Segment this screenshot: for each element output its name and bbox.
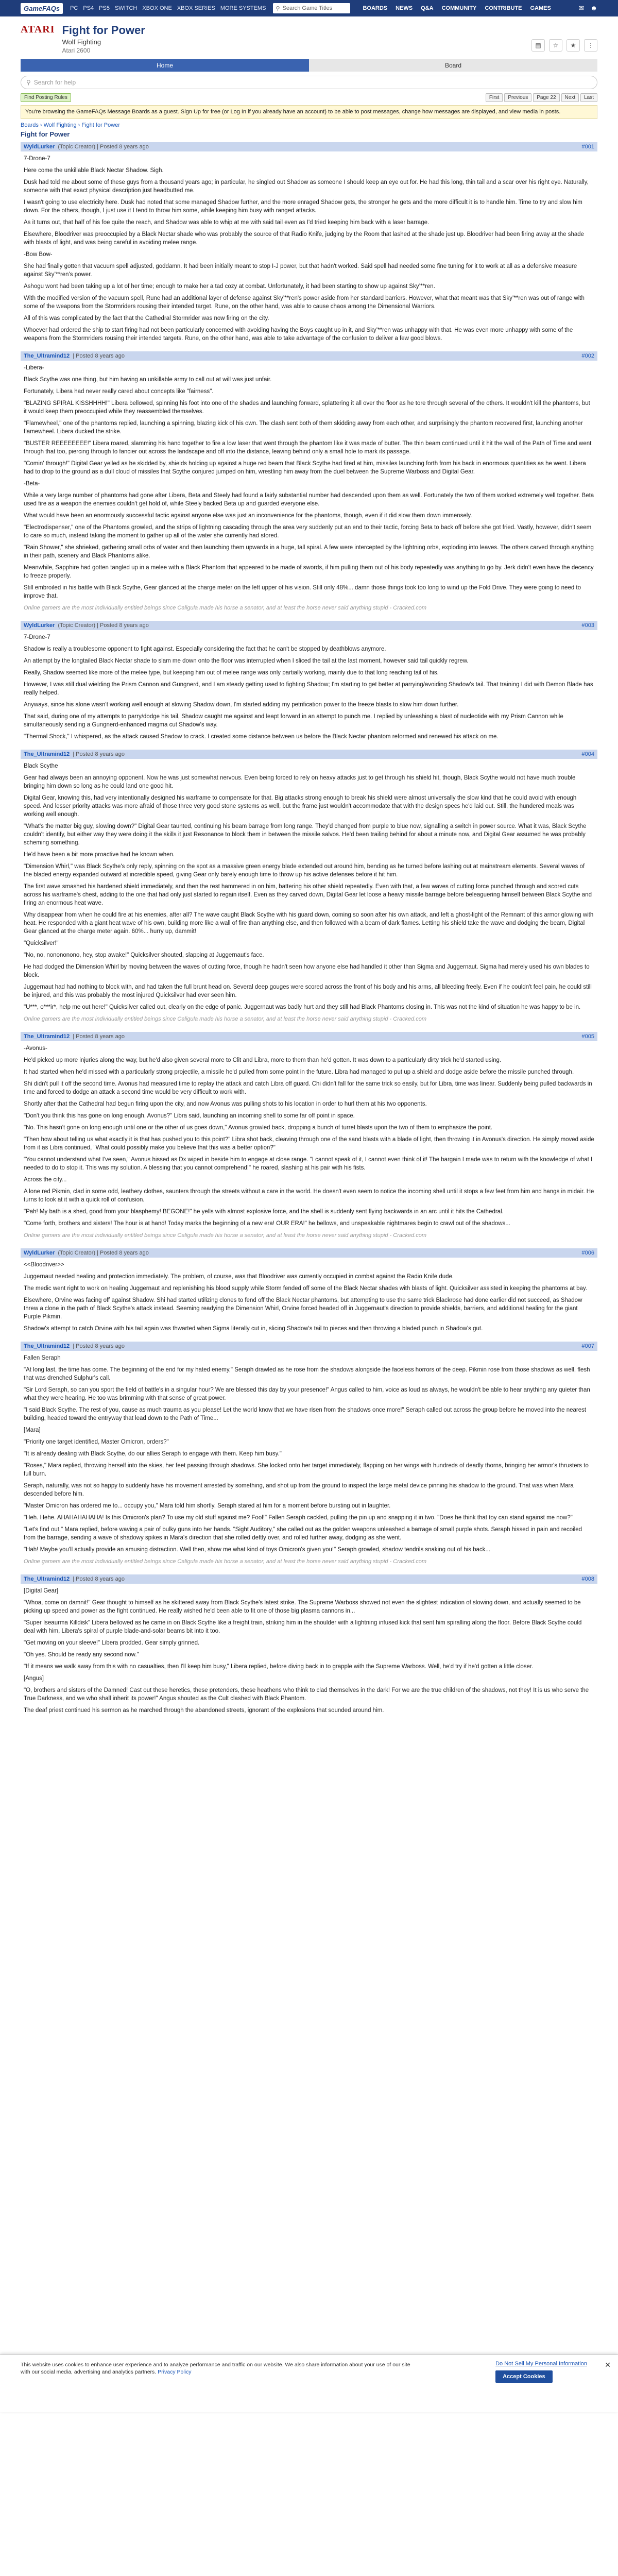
page-select[interactable]: Page 22 <box>533 93 559 102</box>
cookie-banner <box>0 2354 618 2412</box>
post-paragraph: Gear had always been an annoying opponent. Now he was just somewhat nervous. Even being forced to rely on heavy attacks just to get through his shield hit, though, Black Scythe would not have much trouble bringing him down so long as he could land one good hit. <box>24 775 576 789</box>
signature: Online gamers are the most individually entitled beings since Caligula made his horse a senator, and at least the horse never said anything stupid - Cracked.com <box>24 1558 427 1565</box>
next-page-button[interactable]: Next <box>561 93 579 102</box>
post-paragraph: Fallen Seraph <box>24 1355 61 1361</box>
post-header <box>21 351 597 361</box>
post-paragraph: Shadow is really a troublesome opponent to fight against. Especially considering the fact that he can't be stopped by deathblows anymore. <box>24 646 386 652</box>
post-number[interactable]: #001 <box>581 144 594 150</box>
post-paragraph: -Bow Bow- <box>24 251 53 258</box>
post-paragraph: He'd have been a bit more proactive had he known when. <box>24 852 175 858</box>
post-meta: | Posted 8 years ago <box>73 1576 125 1582</box>
post-paragraph: "Super Iseaurma Killdisk" Libera bellowed as he came in on Black Scythe like a freight train, striking him in the shoulder with a lightning infused kick that sent him spiralling along the floor. Before Black Scythe could deal with him, Libera's spiral of purple blade-and-solar beams bit into it too. <box>24 1620 582 1634</box>
post-paragraph: With the modified version of the vacuum spell, Rune had an additional layer of defense against Sky’**ren's power aside from her standard barriers. However, what that meant was that Sky’**ren was out of range with some of the weapons from the Stormriders rousing their intended target. Rune, on the other hand, was able to cause chaos among the Dimensional Warriors. <box>24 295 585 310</box>
nav-qa[interactable]: Q&A <box>421 5 434 11</box>
post-paragraph: He'd picked up more injuries along the way, but he'd also given several more to Clit and Libra, more to them than he'd gotten. It was down to a particularly dirty trick he'd started using. <box>24 1057 502 1063</box>
post-body <box>21 1258 597 1342</box>
post-paragraph: Shortly after that the Cathedral had begun firing upon the city, and now Avonus was pulling shots to his location in order to hurl them at his two opponents. <box>24 1101 427 1107</box>
post-paragraph: Really, Shadow seemed like more of the melee type, but keeping him out of melee range was only partially working, mainly due to that long reaching tail of his. <box>24 670 439 676</box>
game-search-input[interactable] <box>273 3 350 13</box>
topic-title: Fight for Power <box>21 130 70 138</box>
message-post <box>21 1574 597 1723</box>
post-paragraph: "U***, o***ir*, help me out here!" Quicksilver called out, clearly on the edge of panic. Juggernaut was badly hurt and they still had Black Phantoms closing in. This was not the kind of situation he was happy to be in. <box>24 1004 581 1010</box>
post-body <box>21 1584 597 1723</box>
post-paragraph: As it turns out, that half of his foe quite the reach, and Shadow was able to whip at me with said tail even as I'd tried keeping him back with a laser barrage. <box>24 219 430 226</box>
game-actions <box>531 39 597 52</box>
message-post <box>21 750 597 1032</box>
signature: Online gamers are the most individually entitled beings since Caligula made his horse a senator, and at least the horse never said anything stupid - Cracked.com <box>24 605 427 611</box>
game-info <box>62 24 145 54</box>
post-paragraph: <<Bloodriver>> <box>24 1262 64 1268</box>
message-post <box>21 351 597 621</box>
post-number[interactable]: #003 <box>581 622 594 629</box>
post-paragraph: The medic went right to work on healing Juggernaut and replenishing his blood supply while Storm fended off some of the Black Nectar shades with blasts of light. Quicksilver assisted in keeping the phantoms at bay. <box>24 1285 587 1292</box>
post-username[interactable]: WyldLurker <box>24 622 55 629</box>
post-paragraph: [Digital Gear] <box>24 1588 59 1594</box>
main-nav <box>363 5 551 11</box>
post-paragraph: "If it means we walk away from this with no casualties, then I'll keep him busy," Libera replied, before diving back in to grapple with the Supreme Warboss. Well, he'd try if he'd gotten a little closer. <box>24 1664 534 1670</box>
cookie-message: This website uses cookies to enhance user experience and to analyze performance and traffic on our website. We also share information about your use of our site with our social media, advertising and analytics partners. <box>21 2362 410 2375</box>
post-paragraph: "Whoa, come on damnit!" Gear thought to himself as he skittered away from Black Scythe's latest strike. The Supreme Warboss showed not even the slightest indication of slowing down, and actually seemed to be picking up speed and power as the fight continued. He really wished he'd been able to fit one of those big plasma cannons in... <box>24 1600 581 1614</box>
post-username[interactable]: The_Ultramind12 <box>24 751 70 757</box>
post-paragraph: "Pah! My bath is a shed, good from your blasphemy! BEGONE!" he yells with almost explosive force, and the shell is suddenly sent flying backwards in an arc until it hits the Cathedral. <box>24 1209 504 1215</box>
post-meta: (Topic Creator) | Posted 8 years ago <box>58 622 149 629</box>
top-bar <box>0 0 618 16</box>
post-username[interactable]: WyldLurker <box>24 1250 55 1256</box>
message-post <box>21 1342 597 1574</box>
board-toolbar <box>21 93 597 102</box>
post-paragraph: Fortunately, Libera had never really cared about concepts like "fairness". <box>24 388 214 395</box>
post-paragraph: "Flamewheel," one of the phantoms replied, launching a spinning, blazing kick of his own. The clash sent both of them skidding away from each other, and surprisingly the phantom recovered first, launching another flamewheel. Libera ducked the strike. <box>24 420 583 435</box>
favorite-icon[interactable]: ☆ <box>549 39 562 52</box>
post-paragraph: "Don't you think this has gone on long enough, Avonus?" Libra said, launching an incoming shell to some far off point in space. <box>24 1113 355 1119</box>
post-meta: | Posted 8 years ago <box>73 1033 125 1040</box>
post-header <box>21 621 597 630</box>
post-paragraph: "Dimension Whirl," was Black Scythe's only reply, spinning on the spot as a massive green energy blade extended out around him, bending as he turned before lashing out at mainstream elements. Several waves of the bladed energy expanded outward at incredible speed, giving Gear only barely enough time to throw up his active defenses before it hit him. <box>24 863 585 878</box>
platform-ps4[interactable]: PS4 <box>83 5 94 11</box>
post-paragraph: 7-Drone-7 <box>24 634 50 640</box>
close-icon[interactable]: ✕ <box>605 2361 611 2369</box>
nav-community[interactable]: COMMUNITY <box>441 5 477 11</box>
post-paragraph: "Priority one target identified, Master Omicron, orders?" <box>24 1439 169 1445</box>
do-not-sell-link[interactable]: Do Not Sell My Personal Information <box>495 2361 587 2367</box>
post-paragraph: "BUSTER REEEEEEEE!" Libera roared, slamming his hand together to fire a low laser that went through the phantom like it was made of butter. The thin beam continued until it hit the wall of the Path of Time and went through that too, piercing through to fancier out across the landscape and off into the distance, leaving behind only a small hole to mark its passage. <box>24 440 592 455</box>
post-paragraph: "Then how about telling us what exactly it is that has pushed you to this point?" Libra shot back, cleaving through one of the sand blasts with a blade of light, then throwing it in Avonus's direction. He simply moved aside from it as Libra continued, "What could possibly make you believe that this was a better option?" <box>24 1137 594 1151</box>
post-username[interactable]: WyldLurker <box>24 144 55 150</box>
post-paragraph: Still embroiled in his battle with Black Scythe, Gear glanced at the charge meter on the left upper of his vision. Still only 48%... damn those things took too long to wind up the Fold Drive. They were going to need to improve that. <box>24 585 581 599</box>
post-paragraph: It had started when he'd missed with a particularly strong projectile, a missile he'd pulled from some point in the future. Libra had managed to put up a shield and dodge aside before the missile punched through. <box>24 1069 574 1075</box>
post-paragraph: I wasn't going to use electricity here. Dusk had noted that some managed Shadow further, and the more enraged Shadow gets, the stronger he gets and the more difficult it is to handle him. Time to try and slow him down. For the others, though, I just use it I tend to throw him some, while keeping him busy with ranged attacks. <box>24 199 582 214</box>
post-paragraph: Seraph, naturally, was not so happy to suddenly have his movement arrested by something, and shot up from the ground to inspect the large metal device pinning his shadow to the ground. That was when Mara descended before him. <box>24 1483 574 1497</box>
signature: Online gamers are the most individually entitled beings since Caligula made his horse a senator, and at least the horse never said anything stupid - Cracked.com <box>24 1016 427 1022</box>
post-header <box>21 1342 597 1351</box>
post-paragraph: He had dodged the Dimension Whirl by moving between the waves of cutting force, though he hadn't seen how anyone else had handled it other than Sigma and Juggernaut. Sigma had merely used his own blades to block. <box>24 964 590 978</box>
post-paragraph: A lone red Pikmin, clad in some odd, leathery clothes, saunters through the streets without a care in the world. He doesn't even seem to notice the incoming shell until it stops a few feet from him and hangs in midair. He turns to look at it with a quick roll of confusion. <box>24 1189 594 1203</box>
user-tools <box>578 4 597 12</box>
post-paragraph: [Mara] <box>24 1427 41 1433</box>
post-number[interactable]: #007 <box>581 1343 594 1349</box>
platform-more[interactable]: MORE SYSTEMS <box>220 5 266 11</box>
privacy-policy-link[interactable]: Privacy Policy <box>158 2369 192 2375</box>
publisher-logo: ATARI <box>21 24 55 35</box>
post-paragraph: Digital Gear, knowing this, had very intentionally designed his warframe to compensate for that. Big attacks strong enough to break his shield were almost universally the slow kind that he could avoid with enough speed. And lesser priority attacks was more afraid of those three very good stone systems as well, but the frame just wouldn't accommodate that with the design specs he'd laid out. Still, the hundered meals was working well enough. <box>24 795 577 818</box>
post-paragraph: -Avonus- <box>24 1045 47 1052</box>
post-number[interactable]: #005 <box>581 1033 594 1040</box>
post-paragraph: She had finally gotten that vacuum spell adjusted, goddamn. It had been initially meant to stop I-J power, but that hadn't worked. Said spell had needed some fine tuning for it to work at all as a defensive measure against Sky’**ren's power. <box>24 263 577 278</box>
post-paragraph: "Roses," Mara replied, throwing herself into the skies, her feet passing through shadows. She locked onto her target immediately, flapping on her wings with hundreds of deadly thorns, bringing her armor's thrusters to full burn. <box>24 1463 589 1477</box>
post-paragraph: "No. This hasn't gone on long enough until one or the other of us goes down," Avonus growled back, dropping a bunch of turret blasts upon the two of them to emphasize the point. <box>24 1125 493 1131</box>
post-paragraph: Elsewhere, Orvine was facing off against Shadow. Shi had started utilizing clones to fend off the Black Nectar phantoms, but attempting to use the same trick Blackrose had done earlier did not succeed, as Shadow threw a clone in the path of Black Scythe's attack instead. Seeming readying the Dimension Whirl, Orvine forced headed off in Juggernaut's direction to provide shields, barriers, and additional healing for the giant Purple Pikmin. <box>24 1297 582 1320</box>
post-paragraph: "Electrodispenser," one of the Phantoms growled, and the strips of lightning cascading through the area very suddenly put an end to their tactic, forcing Beta to back off before she got fried. Vastly, however, didn't seem to care so much, instead taking the moment to gather up all of the water she currently had stored. <box>24 524 592 539</box>
game-tabs <box>21 59 597 72</box>
post-paragraph: "You cannot understand what I've seen," Avonus hissed as Dx wiped in beside him to engage at close range. "I cannot speak of it, I cannot even think of it! The bargain I made was to return with the knowledge of what I needed to do to stop it. This was my solution. A blessing that you cannot comprehend!" he roared, slashing at his pair with his fists. <box>24 1157 593 1171</box>
cookie-actions <box>495 2360 587 2383</box>
game-title[interactable]: Fight for Power <box>62 24 145 37</box>
post-meta: | Posted 8 years ago <box>73 1343 125 1349</box>
game-platform: Atari 2600 <box>62 47 91 54</box>
rate-icon[interactable]: ★ <box>566 39 580 52</box>
post-paragraph: "Rain Shower," she shrieked, gathering small orbs of water and then launching them upwards in a huge, tall spiral. A few were intercepted by the lightning orbs, exploding into leaves. The others carved through anything in their path, scenery and Black Phantoms alike. <box>24 545 594 559</box>
post-header <box>21 142 597 151</box>
post-meta: (Topic Creator) | Posted 8 years ago <box>58 144 149 150</box>
post-username[interactable]: The_Ultramind12 <box>24 1343 70 1349</box>
post-header <box>21 1032 597 1041</box>
post-paragraph: "No, no, nonononono, hey, stop awake!" Quicksilver shouted, slapping at Juggernaut's face. <box>24 952 264 958</box>
first-page-button[interactable]: First <box>486 93 503 102</box>
post-paragraph: "Oh yes. Should be ready any second now." <box>24 1652 139 1658</box>
post-username[interactable]: The_Ultramind12 <box>24 1576 70 1582</box>
post-body <box>21 630 597 750</box>
post-paragraph: "Sir Lord Seraph, so can you sport the field of battle's in a singular hour? We are blessed this day by your presence!" Angus called to him, voice as loud as always, he wouldn't be able to hear anything any quieter than what they were hearing. He too was brimming with that sense of great power. <box>24 1387 590 1401</box>
post-username[interactable]: The_Ultramind12 <box>24 1033 70 1040</box>
platform-xbox-one[interactable]: XBOX ONE <box>142 5 172 11</box>
platform-ps5[interactable]: PS5 <box>99 5 110 11</box>
post-paragraph: "Come forth, brothers and sisters! The hour is at hand! Today marks the beginning of a new era! OUR ERA!" he bellows, and unspeakable nightmares begin to crawl out of the shadows... <box>24 1221 510 1227</box>
platform-switch[interactable]: SWITCH <box>114 5 138 11</box>
pagination <box>486 93 597 102</box>
post-paragraph: "Comin' through!" Digital Gear yelled as he skidded by, shields holding up against a huge red beam that Black Scythe had fired at him, missiles launching forth from his back in enormous quantities as he went. Libera had to drop to the ground as a dull cloud of missiles that Scythe conjured jumped on him, wrestling him away from the duel between the Supreme Warboss and Digital Gear. <box>24 461 586 475</box>
board-search-input[interactable] <box>21 76 597 89</box>
post-paragraph: Here come the unkillable Black Nectar Shadow. Sigh. <box>24 167 164 174</box>
post-paragraph: "Master Omicron has ordered me to... occupy you," Mara told him shortly. Seraph stared at him for a moment before bursting out in laughter. <box>24 1503 391 1509</box>
user-icon[interactable]: ☻ <box>590 4 597 12</box>
nav-news[interactable]: NEWS <box>396 5 413 11</box>
collection-icon[interactable]: ▤ <box>531 39 545 52</box>
post-paragraph: Why disappear from when he could fire at his enemies, after all? The wave caught Black Scythe with his guard down, coming so soon after his own attack, and left a ghost-light of the Remnant of this armor glowing with heat. He responded with a giant heat wave of his own, building more like a wall of fire than anything else, and then followed with a beam of dark flames. Letting his shield take the wave and dodging the beam, Digital Gear glanced at the charge meter again. 60%... hurry up, dammit! <box>24 912 594 935</box>
post-paragraph: "O, brothers and sisters of the Damned! Cast out these heretics, these pretenders, these heathens who think to clad themselves in the dark! For we are the true children of the shadows, not they! It is us who serve the True Darkness, and we who shall inherit its power!" Angus shouted as the Cult clashed with Black Phantom. <box>24 1687 589 1702</box>
post-body <box>21 1041 597 1248</box>
post-header <box>21 1248 597 1258</box>
post-paragraph: Juggernaut had had nothing to block with, and had taken the full brunt head on. Several deep gouges were scored across the front of his body and his arms, all bleeding freely. Even if he couldn't feel pain, he could still be injured, and this was probably the most injured Quicksilver had ever seen him. <box>24 984 592 998</box>
post-body <box>21 759 597 1032</box>
post-username[interactable]: The_Ultramind12 <box>24 353 70 359</box>
post-paragraph: Black Scythe <box>24 763 58 769</box>
posting-rules-button[interactable]: Find Posting Rules <box>21 93 71 102</box>
post-paragraph: All of this was complicated by the fact that the Cathedral Stormrider was now firing on the city. <box>24 315 269 321</box>
game-header <box>0 16 618 59</box>
post-meta: | Posted 8 years ago <box>73 751 125 757</box>
post-paragraph: Meanwhile, Sapphire had gotten tangled up in a melee with a Black Phantom that appeared to be made of swords, if him pulling them out of his body repeatedly was anything to go by. Jerk didn't even have the decency to freeze properly. <box>24 565 594 579</box>
post-paragraph: "Let's find out," Mara replied, before waving a pair of bulky guns into her hands. "Sight Auditory," she called out as the golden weapons unleashed a barrage of small purple shots. Seraph hissed in pain and recoiled from the barrage, sending a wave of shadowy spikes in Mara's direction that she rolled deftly over, and rolled further away, dodging as she went. <box>24 1527 582 1541</box>
prev-page-button[interactable]: Previous <box>504 93 531 102</box>
post-paragraph: Dusk had told me about some of these guys from a thousand years ago; in particular, he singled out Shadow as someone I should keep an eye out for. He had this long, thin tail and a scar over his right eye. Naturally, someone with that exact physical description just headbutted me. <box>24 179 589 194</box>
platform-pc[interactable]: PC <box>70 5 78 11</box>
post-number[interactable]: #004 <box>581 751 594 757</box>
post-body <box>21 151 597 351</box>
post-paragraph: Across the city... <box>24 1177 67 1183</box>
platform-nav <box>70 5 266 11</box>
guest-notice: You're browsing the GameFAQs Message Boards as a guest. Sign Up for free (or Log In if you already have an account) to be able to post messages, change how messages are displayed, and view media in posts. <box>21 105 597 119</box>
post-paragraph: "I said Black Scythe. The rest of you, cause as much trauma as you please! Let the world know that we have risen from the shadows once more!" Seraph called out across the group before he moved into the nearest building, headed toward the entryway that lead down to the Path of Time... <box>24 1407 587 1421</box>
post-paragraph: "What's the matter big guy, slowing down?" Digital Gear taunted, continuing his beam barrage from long range. They'd changed from purple to blue now, signalling a switch in power source. What it was, Black Scythe couldn't identify, but either way they were doing it the skills it just Resonance to block them in between the missile salvos. He'd been trailing behind for about a minute now, and Digital Gear assumed he was probably scheming something. <box>24 823 587 846</box>
post-paragraph: An attempt by the longtailed Black Nectar shade to slam me down onto the floor was interrupted when I sliced the tail at the last moment, however said tail quickly regrew. <box>24 658 469 664</box>
post-paragraph: While a very large number of phantoms had gone after Libera, Beta and Steely had found a fairly substantial number had descended upon them as well. Fortunately the two of them worked extremely well together. Beta used fire as a weapon the enemies couldn't get hold of, while Steely backed Beta up and guarded everyone else. <box>24 493 594 507</box>
post-header <box>21 750 597 759</box>
post-paragraph: Black Scythe was one thing, but him having an unkillable army to call out at will was just unfair. <box>24 377 272 383</box>
message-post <box>21 621 597 750</box>
post-paragraph: "Hah! Maybe you'll actually provide an amusing distraction. Well then, show me what kind of toys Omicron's given you!" Seraph growled, shadow tendrils snaking out of his back... <box>24 1547 490 1553</box>
post-paragraph: [Angus] <box>24 1675 44 1682</box>
post-paragraph: The deaf priest continued his sermon as he marched through the abandoned streets, ignorant of the explosions that sounded around him. <box>24 1707 384 1714</box>
board-search-placeholder: Search for help <box>33 79 76 86</box>
tab-home[interactable]: Home <box>21 59 309 72</box>
notifications-icon[interactable]: ✉ <box>578 4 585 12</box>
post-meta: (Topic Creator) | Posted 8 years ago <box>58 1250 149 1256</box>
last-page-button[interactable]: Last <box>580 93 597 102</box>
post-body <box>21 361 597 621</box>
site-logo[interactable]: GameFAQs <box>21 3 63 14</box>
nav-boards[interactable]: BOARDS <box>363 5 388 11</box>
search-icon: ⚲ <box>276 5 280 12</box>
post-paragraph: Whoever had ordered the ship to start firing had not been particularly concerned with avoiding having the Boys caught up in it, and Sky’**ren was unhappy with that. He was even more unhappy with some of the weapons from the Stormriders rousing their intended targets. Rune, on the other hand, was able to take advantage of the confusion to deliver a few good blows. <box>24 327 573 342</box>
post-number[interactable]: #008 <box>581 1576 594 1582</box>
post-paragraph: Juggernaut needed healing and protection immediately. The problem, of course, was that Bloodriver was currently occupied in combat against the Radio Knife dude. <box>24 1274 454 1280</box>
post-paragraph: -Beta- <box>24 481 40 487</box>
breadcrumb[interactable]: Boards › Wolf Fighting › Fight for Power <box>21 122 120 128</box>
tab-board[interactable]: Board <box>444 62 462 69</box>
message-post <box>21 1248 597 1342</box>
post-paragraph: "At long last, the time has come. The beginning of the end for my hated enemy," Seraph drawled as he rose from the shadows alongside the faceless horrors of the deep. Pikmin rose from those shadows as well, flesh that was drenched Sulphur's call. <box>24 1367 590 1381</box>
post-number[interactable]: #002 <box>581 353 594 359</box>
game-subtitle: Wolf Fighting <box>62 38 101 46</box>
game-search-placeholder: Search Game Titles <box>282 5 333 11</box>
post-meta: | Posted 8 years ago <box>73 353 125 359</box>
search-icon: ⚲ <box>26 79 31 86</box>
post-paragraph: "It is already dealing with Black Scythe, do our allies Seraph to engage with them. Keep him busy." <box>24 1451 282 1457</box>
nav-games[interactable]: GAMES <box>530 5 551 11</box>
cookie-text <box>21 2361 412 2376</box>
post-paragraph: Ashogu wont had been taking up a lot of her time; enough to make her a tad cozy at combat. Unfortunately, it had been starting to show up against Sky’**ren. <box>24 283 435 290</box>
signature: Online gamers are the most individually entitled beings since Caligula made his horse a senator, and at least the horse never said anything stupid - Cracked.com <box>24 1232 427 1239</box>
more-icon[interactable]: ⋮ <box>584 39 597 52</box>
message-post <box>21 1032 597 1248</box>
message-post <box>21 142 597 351</box>
post-paragraph: Shadow's attempt to catch Orvine with his tail again was thwarted when Sigma literally cut in, slicing Shadow's tail to pieces and then throwing a bladed punch in Shadow's gut. <box>24 1326 483 1332</box>
post-body <box>21 1351 597 1574</box>
post-paragraph: Elsewhere, Bloodriver was preoccupied by a Black Nectar shade who was probably the source of that Radio Knife, judging by the Room that lashed at the shade just up. Bloodriver had been firing away at the shade with blasts of light, and was being careful in avoiding melee range. <box>24 231 585 246</box>
post-paragraph: -Libera- <box>24 365 44 371</box>
post-paragraph: What would have been an enormously successful tactic against anyone else was just an inconvenience for the phantoms, though, even if it did slow them down immensely. <box>24 513 472 519</box>
post-paragraph: That said, during one of my attempts to parry/dodge his tail, Shadow caught me against and leapt forward in an attempt to punch me. I replied by unleashing a blast of nucleotide with my Prism Cannon while simultaneously sending a Gungnerd-enhanced magma cut Shadow's way. <box>24 714 563 728</box>
accept-cookies-button[interactable]: Accept Cookies <box>495 2370 553 2383</box>
post-paragraph: The first wave smashed his hardened shield immediately, and then the rest hammered in on him, battering his other shield repeatedly. Even with that, a few waves of cutting force punched through and scored cuts across his warframe's chest, adding to the one that had only just started to regain itself. Even as they carved down, Digital Gear let loose a heavy missile barrage before beleaguering himself between Black Scythe and firing an enormous heat wave. <box>24 884 592 906</box>
post-paragraph: "Heh. Hehe. AHAHAHAHAHA! Is this Omicron's plan? To use my old stuff against me? Fool!" Fallen Seraph cackled, pulling the pin up and snapping it in two. "Does he think that toy can stand against me now?" <box>24 1515 573 1521</box>
post-paragraph: "Get moving on your sleeve!" Libera prodded. Gear simply grinned. <box>24 1640 200 1646</box>
post-paragraph: "BLAZING SPIRAL KISSHHHH!" Libera bellowed, spinning his foot into one of the shades and launching forward, splattering it all over the floor as he tore through several of the others. It wouldn't kill the phantoms, but it would keep them preoccupied while they reassembled themselves. <box>24 400 590 415</box>
post-paragraph: Shi didn't pull it off the second time. Avonus had measured time to replay the attack and catch Libra off guard. Chi didn't fall for the same trick so easily, but for Libra, time was linear. Suddenly being pulled backwards in time and forced to dodge an attack a second time would be very difficult to work with. <box>24 1081 592 1095</box>
message-list <box>0 142 618 1723</box>
post-paragraph: "Quicksilver!" <box>24 940 59 946</box>
platform-xbox-series[interactable]: XBOX SERIES <box>177 5 215 11</box>
post-paragraph: "Thermal Shock," I whispered, as the attack caused Shadow to crack. I created some distance between us before the Black Nectar phantom reformed and renewed his attack on me. <box>24 734 499 740</box>
post-paragraph: 7-Drone-7 <box>24 156 50 162</box>
post-paragraph: However, I was still dual wielding the Prism Cannon and Gungnerd, and I am steady getting used to fighting Shadow; I'm starting to get better at parrying/avoiding Shadow's tail. That training I did with Demon Blade has really helped. <box>24 682 593 696</box>
post-paragraph: Anyways, since his alone wasn't working well enough at slowing Shadow down, I'm started adding my petrification power to the freeze blasts to slow him down further. <box>24 702 459 708</box>
post-number[interactable]: #006 <box>581 1250 594 1256</box>
nav-contribute[interactable]: CONTRIBUTE <box>485 5 522 11</box>
post-header <box>21 1574 597 1584</box>
